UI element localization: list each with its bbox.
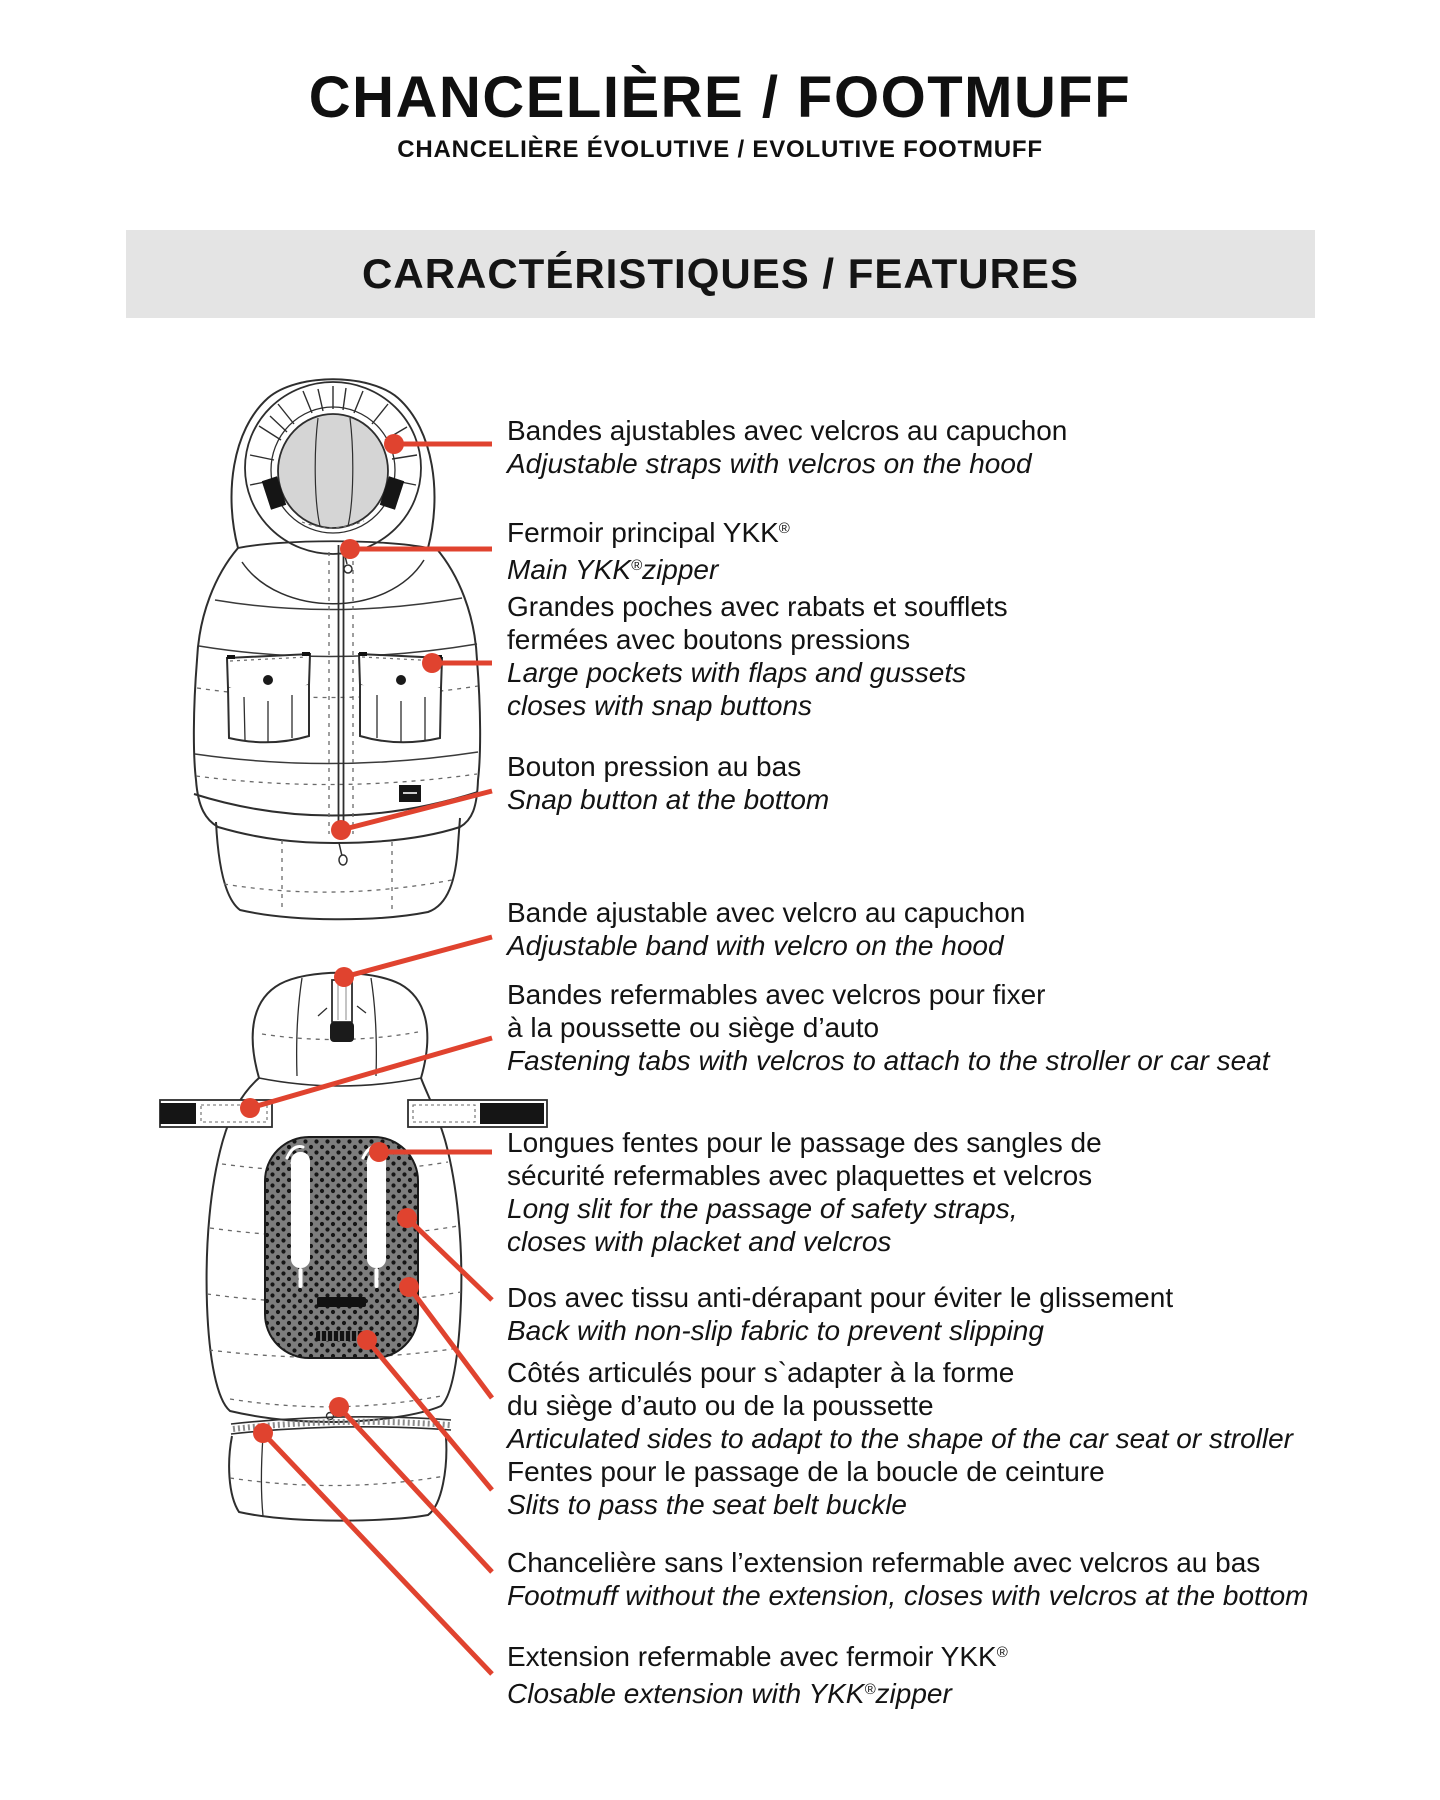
- feature-text-en: closes with snap buttons: [507, 690, 813, 721]
- callout-dot: [399, 1277, 419, 1297]
- callout-dot: [384, 434, 404, 454]
- feature-text-en: Main YKK®zipper: [507, 554, 719, 585]
- feature-callout-nonslip-back: [507, 1281, 1173, 1347]
- feature-text-en: Articulated sides to adapt to the shape of the car seat or stroller: [507, 1423, 1293, 1454]
- feature-text-en: closes with placket and velcros: [507, 1226, 892, 1257]
- feature-text-en: Adjustable straps with velcros on the hood: [507, 448, 1032, 479]
- feature-callout-adjustable-straps: [507, 414, 1067, 480]
- callout-line: [344, 937, 492, 977]
- callout-dot: [340, 539, 360, 559]
- callout-dot: [253, 1423, 273, 1443]
- section-banner-title: CARACTÉRISTIQUES / FEATURES: [362, 250, 1079, 297]
- callout-dot: [369, 1142, 389, 1162]
- feature-text-en: Footmuff without the extension, closes with velcros at the bottom: [507, 1580, 1309, 1611]
- feature-text-fr: Longues fentes pour le passage des sangles de: [507, 1127, 1102, 1158]
- feature-callout-safety-strap-slits: [507, 1126, 1102, 1258]
- feature-callout-footmuff-without-extension: [507, 1546, 1309, 1612]
- feature-text-en: Closable extension with YKK®zipper: [507, 1678, 952, 1709]
- feature-text-fr: à la poussette ou siège d’auto: [507, 1012, 880, 1043]
- feature-text-fr: Fentes pour le passage de la boucle de ceinture: [507, 1456, 1105, 1487]
- callout-dot: [397, 1208, 417, 1228]
- feature-text-fr: Grandes poches avec rabats et soufflets: [507, 591, 1008, 622]
- feature-text-fr: sécurité refermables avec plaquettes et velcros: [507, 1160, 1093, 1191]
- feature-text-fr: Dos avec tissu anti-dérapant pour éviter le glissement: [507, 1282, 1174, 1313]
- feature-callout-closable-extension: [507, 1636, 1008, 1710]
- feature-text-fr: du siège d’auto ou de la poussette: [507, 1390, 934, 1421]
- feature-text-fr: Extension refermable avec fermoir YKK®: [507, 1641, 1008, 1672]
- feature-text-en: Snap button at the bottom: [507, 784, 830, 815]
- callout-line: [263, 1433, 492, 1674]
- feature-text-fr: Bandes refermables avec velcros pour fixer: [507, 979, 1046, 1010]
- callout-dot: [240, 1098, 260, 1118]
- page-subtitle: CHANCELIÈRE ÉVOLUTIVE / EVOLUTIVE FOOTMUFF: [397, 136, 1043, 163]
- antislip-panel: [265, 1137, 418, 1358]
- feature-text-en: Slits to pass the seat belt buckle: [507, 1489, 907, 1520]
- feature-callout-belt-buckle-slits: [507, 1455, 1105, 1521]
- feature-callout-hood-band: [507, 896, 1025, 962]
- callout-dot: [422, 653, 442, 673]
- callout-line: [339, 1407, 492, 1572]
- buckle-slit-upper: [317, 1297, 366, 1307]
- feature-text-en: Back with non-slip fabric to prevent slipping: [507, 1315, 1044, 1346]
- feature-text-en: Fastening tabs with velcros to attach to the stroller or car seat: [507, 1045, 1270, 1076]
- page-title: CHANCELIÈRE / FOOTMUFF: [308, 65, 1132, 130]
- feature-text-en: Adjustable band with velcro on the hood: [507, 930, 1004, 961]
- feature-callout-pockets: [507, 590, 1008, 722]
- brand-label: [399, 785, 421, 802]
- feature-text-fr: Fermoir principal YKK®: [507, 517, 790, 548]
- callout-dot: [329, 1397, 349, 1417]
- feature-callout-articulated-sides: [507, 1356, 1293, 1455]
- pocket-left: [227, 652, 310, 742]
- feature-text-fr: Bouton pression au bas: [507, 751, 802, 782]
- feature-text-fr: fermées avec boutons pressions: [507, 624, 911, 655]
- feature-callout-main-zipper: [507, 512, 790, 586]
- feature-text-fr: Bande ajustable avec velcro au capuchon: [507, 897, 1026, 928]
- registered-mark: ®: [778, 520, 790, 537]
- registered-mark: ®: [996, 1644, 1008, 1661]
- registered-mark: ®: [864, 1681, 876, 1698]
- feature-text-en: Long slit for the passage of safety straps,: [507, 1193, 1018, 1224]
- registered-mark: ®: [631, 557, 643, 574]
- back-view-drawing: [160, 973, 547, 1521]
- feature-text-fr: Chancelière sans l’extension refermable avec velcros au bas: [507, 1547, 1261, 1578]
- callout-dot: [331, 820, 351, 840]
- feature-text-en: Large pockets with flaps and gussets: [507, 657, 967, 688]
- callout-dot: [334, 967, 354, 987]
- hood-opening: [278, 414, 388, 528]
- feature-text-fr: Bandes ajustables avec velcros au capuchon: [507, 415, 1068, 446]
- fastening-strap-right: [408, 1100, 547, 1127]
- feature-callout-snap-button: [507, 750, 829, 816]
- callout-dot: [357, 1330, 377, 1350]
- feature-callout-fastening-tabs: [507, 978, 1270, 1077]
- feature-text-fr: Côtés articulés pour s`adapter à la forme: [507, 1357, 1015, 1388]
